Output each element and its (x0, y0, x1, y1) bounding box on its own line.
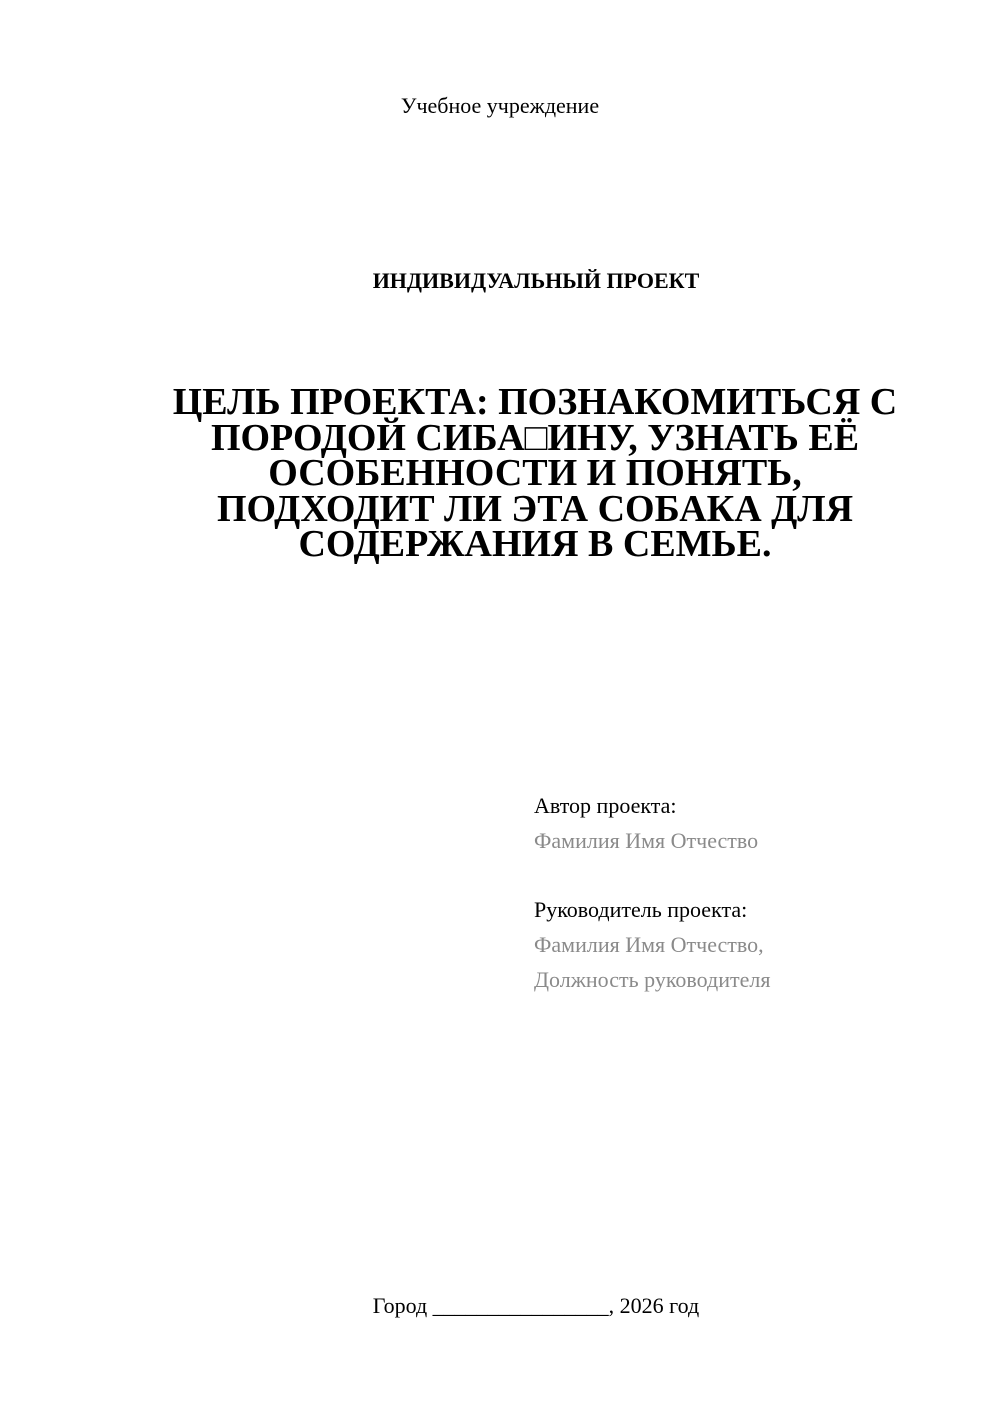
supervisor-position: Должность руководителя (534, 967, 771, 992)
author-name: Фамилия Имя Отчество (534, 828, 759, 853)
project-title (150, 381, 920, 565)
supervisor-label: Руководитель проекта: (534, 897, 748, 922)
author-label: Автор проекта: (534, 793, 677, 818)
institution-name: Учебное учреждение (400, 93, 600, 118)
project-title-line: ПОРОДОЙ СИБА□ИНУ, УЗНАТЬ ЕЁ (210, 416, 860, 459)
city-year-footer: Город ________________, 2026 год (372, 1293, 700, 1318)
spacer (534, 858, 964, 892)
project-title-line: ПОДХОДИТ ЛИ ЭТА СОБАКА ДЛЯ (216, 487, 854, 530)
document-type: ИНДИВИДУАЛЬНЫЙ ПРОЕКТ (372, 268, 700, 293)
project-title-line: ЦЕЛЬ ПРОЕКТА: ПОЗНАКОМИТЬСЯ С (172, 381, 898, 423)
roles-block (534, 788, 964, 997)
project-title-line: СОДЕРЖАНИЯ В СЕМЬЕ. (298, 523, 772, 565)
project-title-line: ОСОБЕННОСТИ И ПОНЯТЬ, (268, 452, 802, 494)
supervisor-name: Фамилия Имя Отчество, (534, 932, 764, 957)
